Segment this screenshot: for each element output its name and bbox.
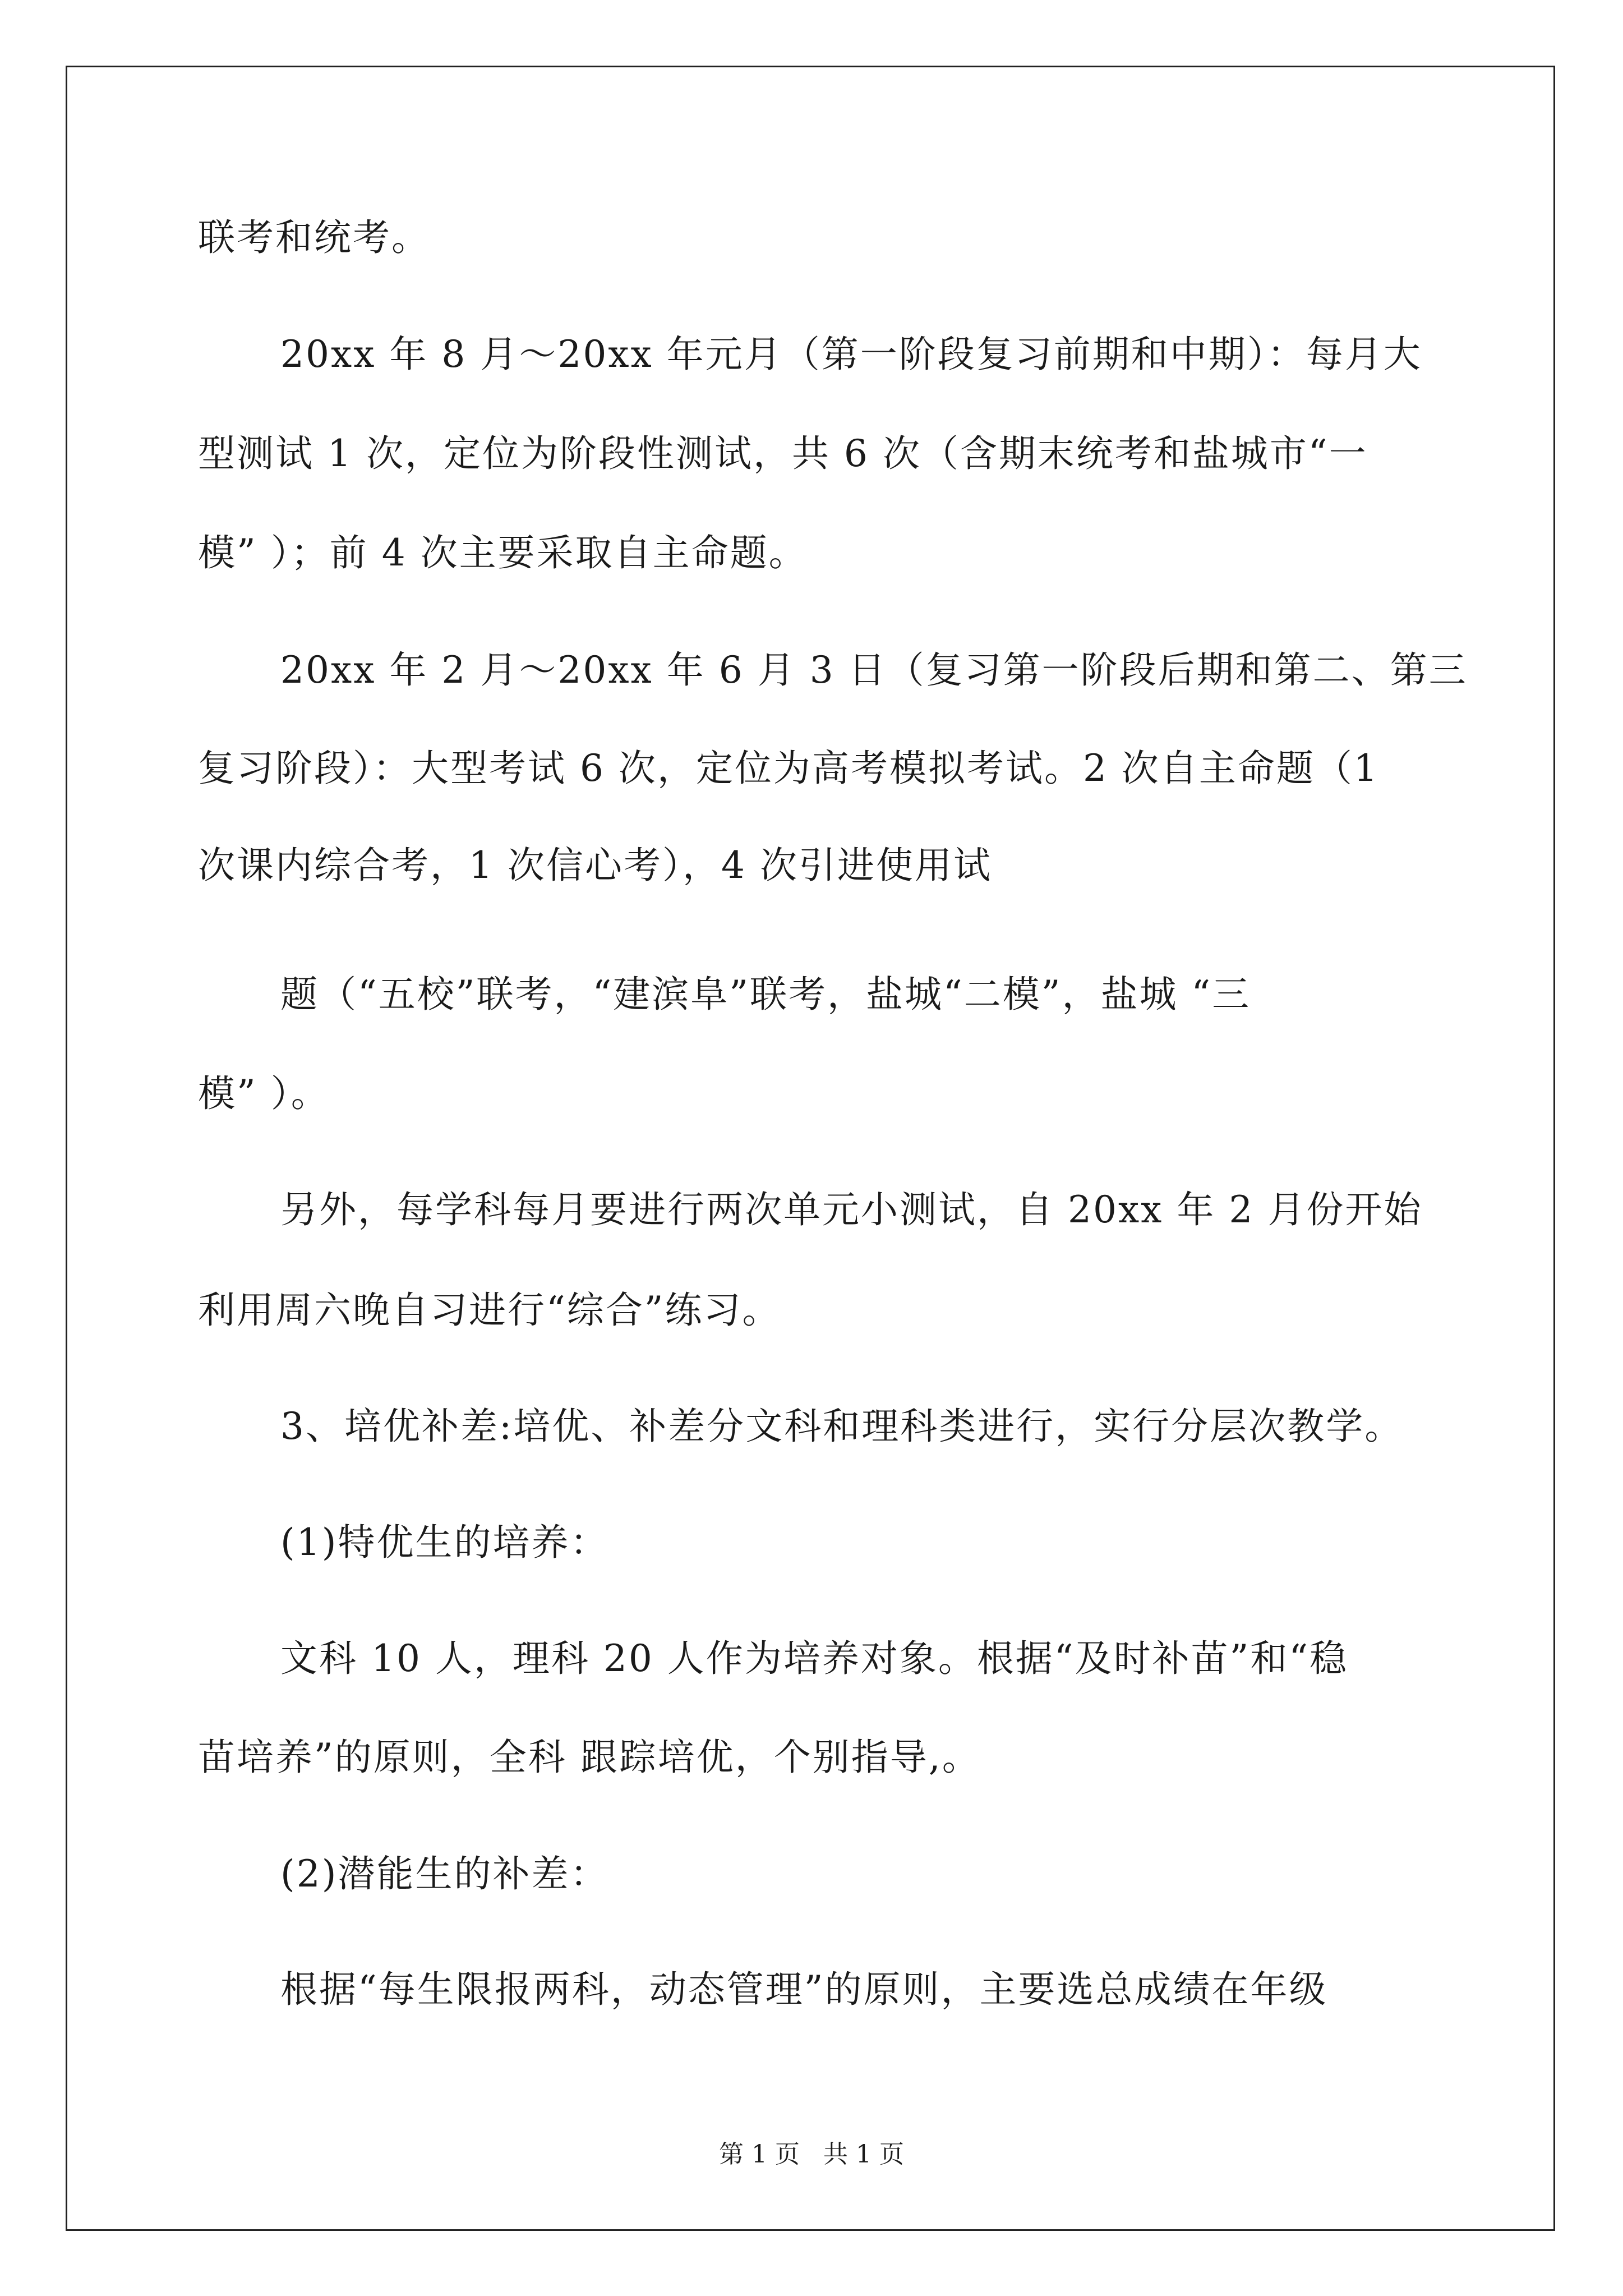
page-number: 第 1 页 <box>719 2140 800 2169</box>
text-line: 苗培养”的原则，全科 跟踪培优，个别指导,。 <box>198 1736 981 1779</box>
page-border <box>66 66 1555 2231</box>
page-footer <box>0 2139 1623 2170</box>
text-line: 文科 10 人，理科 20 人作为培养对象。根据“及时补苗”和“稳 <box>280 1637 1349 1680</box>
text-line: 复习阶段）：大型考试 6 次，定位为高考模拟考试。2 次自主命题（1 <box>198 747 1379 790</box>
text-line: 20xx 年 8 月～20xx 年元月（第一阶段复习前期和中期）：每月大 <box>280 333 1422 376</box>
text-line: 次课内综合考，1 次信心考），4 次引进使用试 <box>198 844 992 887</box>
text-line: (2)潜能生的补差： <box>280 1852 609 1895</box>
text-line: 模” ）；前 4 次主要采取自主命题。 <box>198 531 808 574</box>
text-line: 题（“五校”联考，“建滨阜”联考，盐城“二模”，盐城 “三 <box>280 973 1251 1016</box>
text-line: 联考和统考。 <box>198 216 430 259</box>
text-line: 根据“每生限报两科，动态管理”的原则，主要选总成绩在年级 <box>280 1968 1328 2011</box>
text-line: 另外，每学科每月要进行两次单元小测试，自 20xx 年 2 月份开始 <box>280 1188 1423 1231</box>
text-line: 模” ）。 <box>198 1072 330 1115</box>
text-line: (1)特优生的培养： <box>280 1521 609 1564</box>
text-line: 3、培优补差:培优、补差分文科和理科类进行，实行分层次教学。 <box>280 1405 1404 1448</box>
text-line: 20xx 年 2 月～20xx 年 6 月 3 日（复习第一阶段后期和第二、第三 <box>280 648 1468 692</box>
text-line: 利用周六晚自习进行“综合”练习。 <box>198 1289 781 1332</box>
text-line: 型测试 1 次，定位为阶段性测试，共 6 次（含期末统考和盐城市“一 <box>198 432 1368 475</box>
page-total: 共 1 页 <box>823 2140 904 2169</box>
